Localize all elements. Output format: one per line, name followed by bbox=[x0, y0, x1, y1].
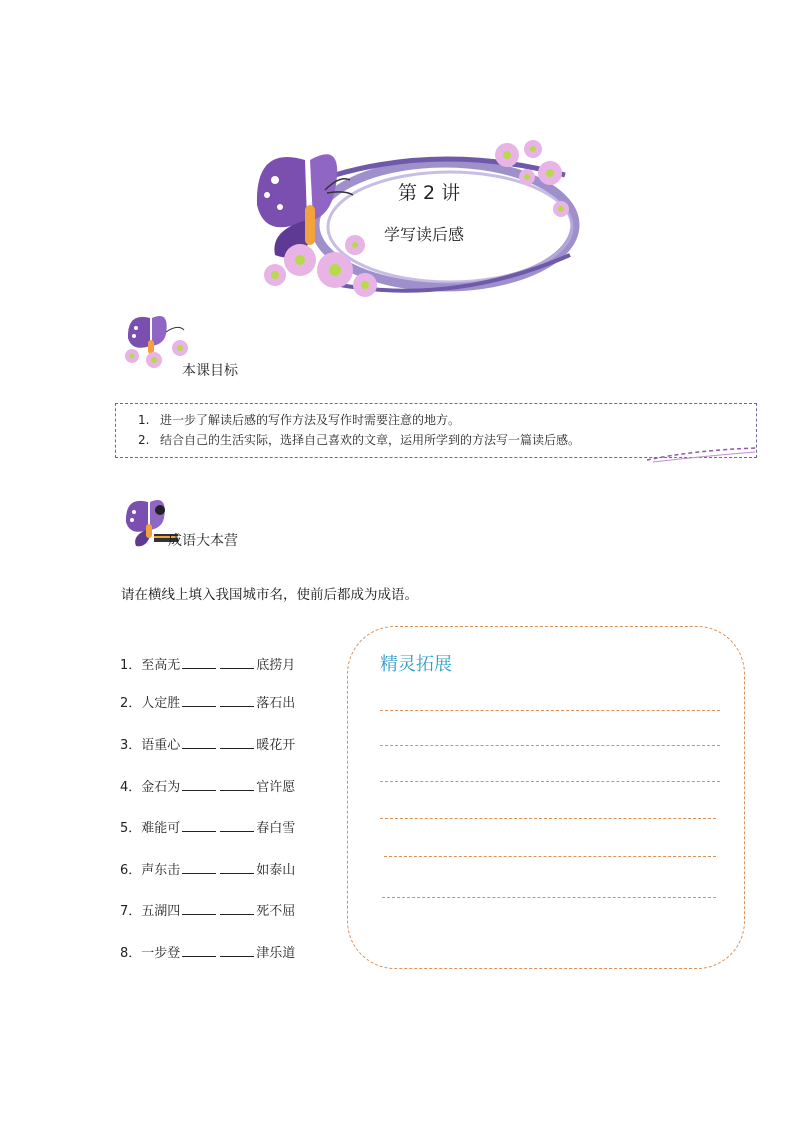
idiom-after: 官许愿 bbox=[256, 780, 296, 795]
idiom-after: 底捞月 bbox=[256, 658, 296, 673]
expand-panel bbox=[347, 626, 745, 969]
idiom-item bbox=[120, 654, 295, 673]
answer-blank[interactable] bbox=[220, 694, 254, 707]
answer-blank[interactable] bbox=[182, 778, 216, 791]
expand-panel-title: 精灵拓展 bbox=[380, 654, 452, 675]
idiom-before: 五湖四 bbox=[141, 904, 181, 919]
goal-item bbox=[138, 431, 580, 448]
idiom-before: 声东击 bbox=[141, 863, 181, 878]
idiom-item bbox=[120, 942, 295, 961]
answer-blank[interactable] bbox=[182, 944, 216, 957]
answer-blank[interactable] bbox=[182, 819, 216, 832]
goal-item bbox=[138, 411, 460, 428]
idiom-item bbox=[120, 776, 295, 795]
answer-blank[interactable] bbox=[182, 902, 216, 915]
idiom-after: 暖花开 bbox=[256, 738, 296, 753]
idiom-number: 2． bbox=[120, 696, 142, 711]
pen-stroke-decoration bbox=[645, 446, 760, 464]
answer-blank[interactable] bbox=[182, 694, 216, 707]
idiom-before: 至高无 bbox=[141, 658, 181, 673]
idiom-section-label: 成语大本营 bbox=[168, 533, 238, 549]
idiom-number: 7． bbox=[120, 904, 142, 919]
idiom-item bbox=[120, 692, 295, 711]
answer-blank[interactable] bbox=[182, 861, 216, 874]
idiom-number: 5． bbox=[120, 821, 142, 836]
lecture-title: 学写读后感 bbox=[384, 225, 465, 244]
answer-blank[interactable] bbox=[182, 656, 216, 669]
idiom-instruction: 请在横线上填入我国城市名，使前后都成为成语。 bbox=[121, 587, 418, 603]
idiom-item bbox=[120, 900, 295, 919]
idiom-after: 如泰山 bbox=[256, 863, 296, 878]
idiom-after: 春白雪 bbox=[256, 821, 296, 836]
idiom-number: 8． bbox=[120, 946, 142, 961]
idiom-number: 3． bbox=[120, 738, 142, 753]
idiom-before: 金石为 bbox=[141, 780, 181, 795]
goal-number: 2. bbox=[138, 433, 150, 447]
answer-blank[interactable] bbox=[220, 656, 254, 669]
writing-line[interactable] bbox=[382, 897, 716, 898]
idiom-before: 一步登 bbox=[141, 946, 181, 961]
answer-blank[interactable] bbox=[220, 819, 254, 832]
idiom-item bbox=[120, 817, 295, 836]
idiom-item bbox=[120, 734, 295, 753]
writing-line[interactable] bbox=[380, 710, 720, 711]
answer-blank[interactable] bbox=[220, 902, 254, 915]
lecture-number: 第 2 讲 bbox=[398, 182, 461, 204]
idiom-number: 4． bbox=[120, 780, 142, 795]
idiom-after: 落石出 bbox=[256, 696, 296, 711]
answer-blank[interactable] bbox=[220, 736, 254, 749]
idiom-after: 死不屈 bbox=[256, 904, 296, 919]
goal-number: 1. bbox=[138, 413, 150, 427]
goal-text: 结合自己的生活实际，选择自己喜欢的文章，运用所学到的方法写一篇读后感。 bbox=[160, 433, 581, 447]
answer-blank[interactable] bbox=[220, 861, 254, 874]
answer-blank[interactable] bbox=[220, 778, 254, 791]
goals-section-label: 本课目标 bbox=[182, 363, 238, 379]
writing-line[interactable] bbox=[380, 745, 720, 746]
writing-line[interactable] bbox=[380, 781, 720, 782]
answer-blank[interactable] bbox=[182, 736, 216, 749]
answer-blank[interactable] bbox=[220, 944, 254, 957]
idiom-before: 人定胜 bbox=[141, 696, 181, 711]
goal-text: 进一步了解读后感的写作方法及写作时需要注意的地方。 bbox=[160, 413, 461, 427]
idiom-before: 难能可 bbox=[141, 821, 181, 836]
idiom-number: 6． bbox=[120, 863, 142, 878]
idiom-before: 语重心 bbox=[141, 738, 181, 753]
idiom-after: 津乐道 bbox=[256, 946, 296, 961]
idiom-item bbox=[120, 859, 295, 878]
writing-line[interactable] bbox=[380, 818, 716, 819]
idiom-number: 1． bbox=[120, 658, 142, 673]
writing-line[interactable] bbox=[384, 856, 716, 857]
